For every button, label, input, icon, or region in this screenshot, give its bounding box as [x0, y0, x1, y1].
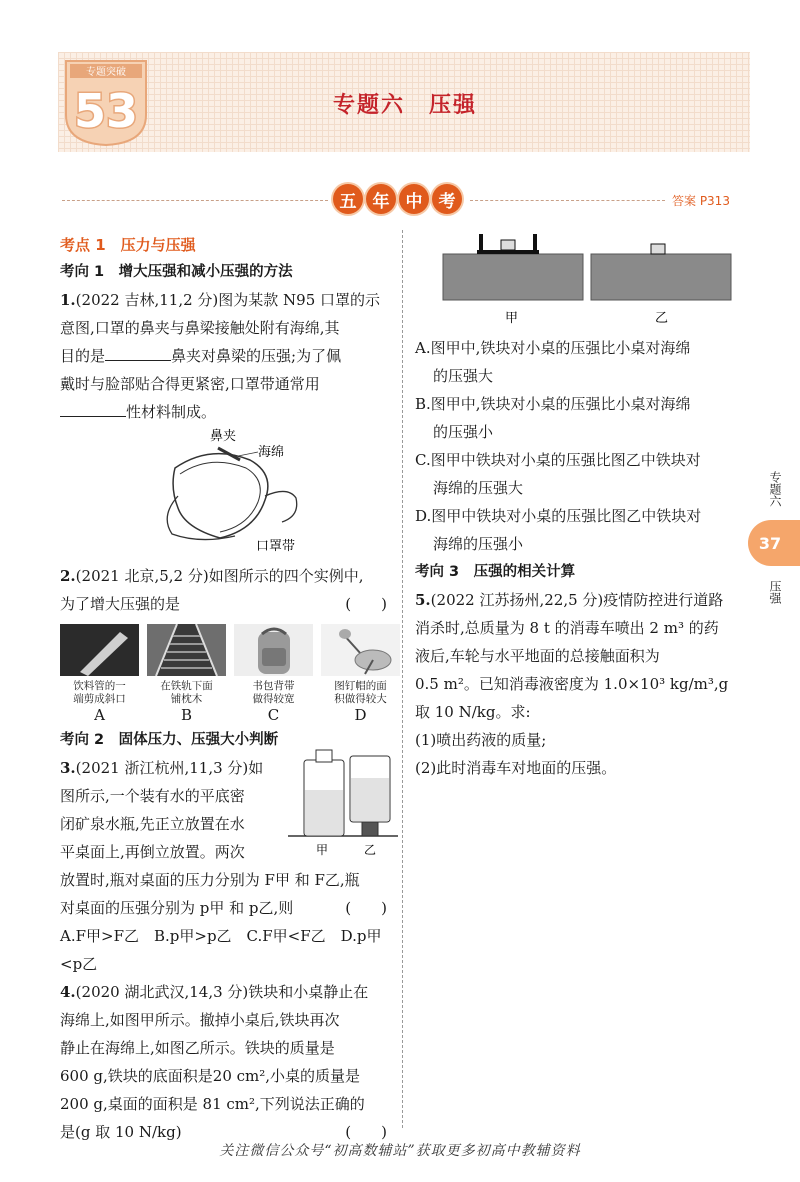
sponge-figure	[415, 226, 750, 330]
q2-figure-b: 在铁轨下面 铺枕木 B	[147, 624, 226, 724]
column-divider	[402, 230, 403, 1128]
question-1: 1.(2022 吉林,11,2 分)图为某款 N95 口罩的示 意图,口罩的鼻夹与鼻梁接触处附有海绵,其 目的是 鼻夹对鼻梁的压强;为了佩 戴时与脸部贴合得更紧密,口罩带通常用 性材料制成。	[60, 291, 381, 421]
banner-char: 年	[366, 184, 396, 214]
kaoxiang-3-heading: 考向 3 压强的相关计算	[415, 564, 576, 580]
bottle-figure	[288, 748, 398, 860]
kaoxiang-1-heading: 考向 1 增大压强和减小压强的方法	[60, 264, 293, 280]
svg-text:海绵: 海绵	[258, 445, 285, 460]
chapter-title: 专题六 压强	[332, 93, 477, 118]
mask-figure	[60, 426, 395, 554]
svg-text:甲: 甲	[316, 843, 329, 857]
kaoxiang-2-heading: 考向 2 固体压力、压强大小判断	[60, 732, 279, 748]
q2-figure-d: 图钉帽的面 积做得较大 D	[321, 624, 400, 724]
question-2: 2.(2021 北京,5,2 分)如图所示的四个实例中, 为了增大压强的是 ( )	[60, 567, 387, 613]
svg-text:甲: 甲	[505, 311, 519, 326]
section-banner	[333, 184, 462, 214]
svg-text:乙: 乙	[655, 311, 669, 326]
q2-figure-c: 书包背带 做得较宽 C	[234, 624, 313, 724]
kaodian-heading: 考点 1 压力与压强	[60, 236, 196, 254]
question-3: 3.(2021 浙江杭州,11,3 分)如 图所示,一个装有水的平底密 闭矿泉水瓶,先正立放置在水 平桌面上,再倒立放置。两次 放置时,瓶对桌面的压力分别为 F甲 和 F乙,瓶 对桌面的压强分别为 p甲 和 p乙,则 ( ) A.F甲>F乙 B.p甲>p乙 C.F甲<F乙 D.p甲<p乙 甲 乙	[60, 754, 395, 978]
svg-text:鼻夹: 鼻夹	[210, 429, 237, 444]
footer-note: 关注微信公众号“初高数辅站”获取更多初高中教辅资料	[219, 1143, 581, 1159]
q2-figure-row	[60, 624, 395, 724]
banner-char: 中	[399, 184, 429, 214]
q4-options: A.图甲中,铁块对小桌的压强比小桌对海绵 的压强大 B.图甲中,铁块对小桌的压强比小桌对海绵 的压强小 C.图甲中铁块对小桌的压强比图乙中铁块对 海绵的压强大 D.图甲中铁块对小桌的压强比图乙中铁块对 海绵的压强小	[415, 339, 702, 553]
page-number: 37	[748, 520, 800, 566]
banner-rule-right	[470, 200, 665, 201]
right-column	[415, 226, 750, 782]
left-column	[60, 232, 395, 1146]
side-tab-topic: 压强	[768, 580, 782, 604]
banner-rule-left	[62, 200, 328, 201]
q2-figure-a: 饮料管的一 端剪成斜口 A	[60, 624, 139, 724]
answer-blank[interactable]	[60, 401, 126, 417]
answer-reference: 答案 P313	[672, 194, 730, 208]
question-5: 5.(2022 江苏扬州,22,5 分)疫情防控进行道路 消杀时,总质量为 8 t 的消毒车喷出 2 m³ 的药 液后,车轮与水平地面的总接触面积为 0.5 m²。已知消毒液密度为 1.0×10³ kg/m³,g 取 10 N/kg。求: (1)喷出药液的质量; (2)此时消毒车对地面的压强。	[415, 591, 729, 777]
logo-text: 专题突破	[86, 67, 126, 78]
logo-53-icon	[60, 55, 152, 147]
svg-text:口罩带: 口罩带	[256, 539, 296, 554]
question-4: 4.(2020 湖北武汉,14,3 分)铁块和小桌静止在 海绵上,如图甲所示。撤掉小桌后,铁块再次 静止在海绵上,如图乙所示。铁块的质量是 600 g,铁块的底面积是20 cm²,小桌的质量是 200 g,桌面的面积是 81 cm²,下列说法正确的 是(g 取 10 N/kg) ( )	[60, 983, 387, 1141]
svg-text:乙: 乙	[364, 843, 377, 857]
q3-options: A.F甲>F乙 B.p甲>p乙 C.F甲<F乙 D.p甲<p乙	[60, 927, 382, 973]
answer-blank[interactable]	[105, 345, 171, 361]
banner-char: 考	[432, 184, 462, 214]
side-tab-chapter: 专题六	[768, 471, 782, 507]
banner-char: 五	[333, 184, 363, 214]
logo-number: 53	[73, 84, 139, 138]
